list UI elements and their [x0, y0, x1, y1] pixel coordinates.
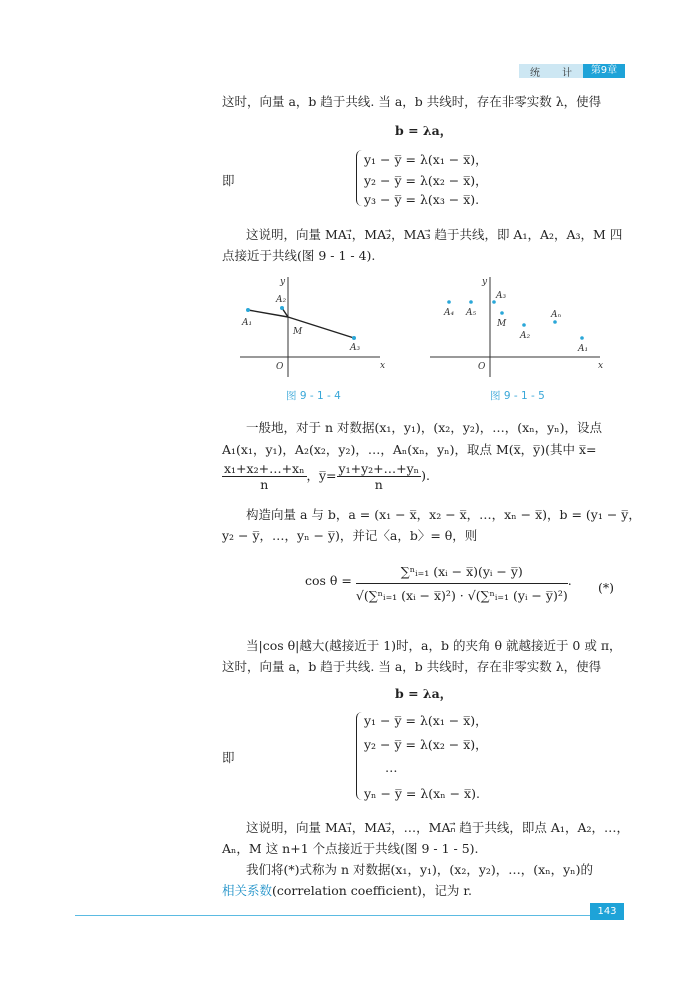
- equation: y₁ − y̅ = λ(x₁ − x̅)，: [364, 713, 488, 728]
- axis-label: y: [280, 277, 286, 287]
- paragraph-line: 构造向量 a 与 b，a = (x₁ − x̅，x₂ − x̅，…，xₙ − x̅)，b = (y₁ − y̅，: [246, 507, 641, 522]
- point-label: A₁: [242, 318, 253, 328]
- equation: yₙ − y̅ = λ(xₙ − x̅).: [364, 786, 480, 801]
- equation: y₃ − y̅ = λ(x₃ − x̅).: [364, 192, 480, 207]
- paragraph-line: 点接近于共线(图 9 - 1 - 4).: [222, 248, 376, 263]
- key-term: 相关系数: [222, 883, 273, 898]
- axis-label: x: [598, 361, 604, 371]
- point-label: M: [293, 327, 303, 337]
- figure-caption: 图 9 - 1 - 5: [490, 390, 545, 402]
- figure-caption: 图 9 - 1 - 4: [286, 390, 341, 402]
- point-label: M: [497, 319, 507, 329]
- equation: y₁ − y̅ = λ(x₁ − x̅)，: [364, 152, 488, 167]
- origin-label: O: [478, 362, 486, 372]
- correlation-formula: cos θ = $\frac{\text{∑ⁿᵢ₌₁ (xᵢ − x̅)(yᵢ − y̅)}}{\text{√(∑ⁿᵢ₌₁ (xᵢ − x̅)²) · √(∑ⁿᵢ₌₁ (yᵢ − y̅)²)}}$ .: [305, 560, 572, 603]
- point-label: A₃: [496, 291, 507, 301]
- text: ，y̅=: [306, 468, 337, 483]
- footer-rule: [75, 915, 590, 916]
- point-label: Aₙ: [551, 310, 562, 320]
- figure-9-1-5: [430, 272, 610, 382]
- formula-lhs: cos θ =: [305, 573, 352, 588]
- paragraph-line: A₁(x₁，y₁)，A₂(x₂，y₂)，…，Aₙ(xₙ，yₙ)，取点 M(x̅，y̅)(其中 x̅=: [222, 442, 597, 457]
- section-label: 统: [530, 67, 540, 79]
- point-label: A₂: [276, 295, 287, 305]
- formula-numerator: ∑ⁿᵢ₌₁ (xᵢ − x̅)(yᵢ − y̅): [356, 560, 568, 584]
- figure-9-1-4: [240, 272, 390, 382]
- point-label: A₄: [444, 308, 455, 318]
- equation: b = λa，: [395, 123, 453, 138]
- fraction-denominator: n: [260, 477, 269, 492]
- formula-denominator: √(∑ⁿᵢ₌₁ (xᵢ − x̅)²) · √(∑ⁿᵢ₌₁ (yᵢ − y̅)²): [355, 588, 568, 603]
- paragraph-line: 这说明，向量 MA₁⃗，MA₂⃗，MA₃⃗ 趋于共线，即 A₁，A₂，A₃，M 四: [246, 227, 623, 242]
- paragraph-line: [222, 461, 430, 492]
- paragraph-line: y₂ − y̅，…，yₙ − y̅)，并记〈a，b〉= θ，则: [222, 528, 478, 543]
- text: ).: [421, 468, 430, 483]
- section-label: 计: [562, 67, 572, 79]
- paragraph-line: 当|cos θ|越大(越接近于 1)时，a，b 的夹角 θ 就越接近于 0 或 π，: [246, 638, 622, 653]
- equation: b = λa，: [395, 686, 453, 701]
- point-label: A₂: [520, 331, 531, 341]
- axis-label: x: [380, 361, 386, 371]
- chapter-header: [519, 64, 625, 78]
- paragraph-line: 这时，向量 a，b 趋于共线. 当 a，b 共线时，存在非零实数 λ，使得: [222, 659, 602, 674]
- point-label: A₁: [578, 344, 589, 354]
- page-number: 143: [590, 903, 624, 920]
- fraction-denominator: n: [374, 477, 383, 492]
- paragraph-line: [222, 881, 472, 899]
- paragraph-line: 这说明，向量 MA₁⃗，MA₂⃗，…，MAₙ⃗ 趋于共线，即点 A₁，A₂，…，: [246, 820, 629, 835]
- origin-label: O: [276, 362, 284, 372]
- equation: …: [385, 760, 398, 775]
- brace: [356, 150, 363, 206]
- point-label: A₃: [350, 343, 361, 353]
- paragraph-line: Aₙ，M 这 n+1 个点接近于共线(图 9 - 1 - 5).: [222, 841, 479, 856]
- equation: y₂ − y̅ = λ(x₂ − x̅)，: [364, 173, 488, 188]
- paragraph-line: 我们将(*)式称为 n 对数据(x₁，y₁)，(x₂，y₂)，…，(xₙ，yₙ)的: [246, 862, 593, 877]
- paragraph-line: 一般地，对于 n 对数据(x₁，y₁)，(x₂，y₂)，…，(xₙ，yₙ)，设点: [246, 420, 602, 435]
- axis-label: y: [482, 277, 488, 287]
- formula-tag: (*): [598, 580, 615, 595]
- point-label: A₅: [466, 308, 477, 318]
- chapter-label: 第9章: [583, 64, 625, 78]
- text: (correlation coefficient)，记为 r.: [272, 883, 472, 898]
- vector-ma1: [248, 310, 288, 317]
- ji-label: 即: [222, 173, 235, 188]
- ji-label: 即: [222, 750, 235, 765]
- equation: y₂ − y̅ = λ(x₂ − x̅)，: [364, 737, 488, 752]
- paragraph-line: 这时，向量 a，b 趋于共线. 当 a，b 共线时，存在非零实数 λ，使得: [222, 94, 602, 109]
- fraction-numerator: x₁+x₂+…+xₙ: [224, 461, 305, 476]
- fraction-numerator: y₁+y₂+…+yₙ: [338, 461, 420, 476]
- brace: [356, 712, 363, 800]
